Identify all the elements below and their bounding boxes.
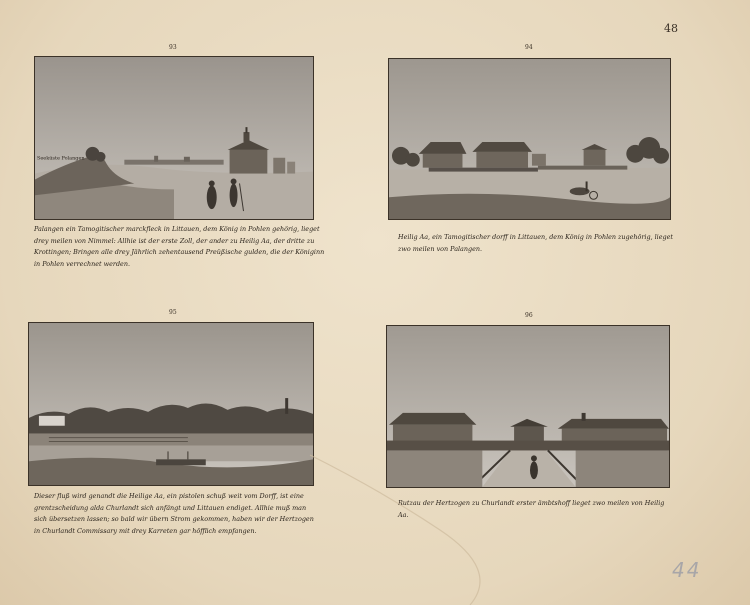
plate-96-rutzau — [386, 325, 670, 488]
caption-95: Dieser fluß wird genandt die Heilige Aa, ein pistolen schuß weit vom Dorff, ist eine grentzscheidung alda Churlandt sich anfängt und Littauen endiget. Allhie muß man sich übersetzen lassen; so bald wir übern Strom gekommen, haben wir der Hertzogen in Churlandt Commissary mit drey Karreten gar höfflich empfangen. — [34, 492, 314, 535]
palangen-illustration — [35, 57, 313, 219]
plate-number-95: 95 — [169, 309, 177, 316]
plate-number-94: 94 — [525, 44, 533, 51]
plate-94-heilig-aa-village — [388, 58, 671, 220]
plate-93-palangen — [34, 56, 314, 220]
plate-95-river-crossing — [28, 322, 314, 486]
heilig-aa-village-illustration — [389, 59, 670, 219]
plate-93-inscription: Seeküste Polangen — [36, 155, 85, 162]
caption-94: Heilig Aa, ein Tamogitischer dorff in Littauen, dem König in Pohlen zugehörig, lieget zwo meilen von Palangen. — [398, 233, 673, 253]
plate-number-93: 93 — [169, 44, 177, 51]
rutzau-illustration — [387, 326, 669, 487]
plate-number-96: 96 — [525, 312, 533, 319]
pencil-annotation: 44 — [672, 558, 702, 582]
caption-93: Palangen ein Tamogitischer marckfleck in Littauen, dem König in Pohlen gehörig, lieget drey meilen von Nimmel: Allhie ist der erste Zoll, der ander zu Heilig Aa, der dritte zu Krottingen; Bringen alle drey Jährlich zehentausend Preüßische gulden, die der Königinn in Pohlen verrechnet werden. — [34, 225, 325, 268]
river-crossing-illustration — [29, 323, 313, 485]
page-number: 48 — [664, 22, 678, 35]
caption-96: Rutzau der Hertzogen zu Churlandt erster ämbtshoff lieget zwo meilen von Heilig Aa. — [398, 499, 665, 519]
